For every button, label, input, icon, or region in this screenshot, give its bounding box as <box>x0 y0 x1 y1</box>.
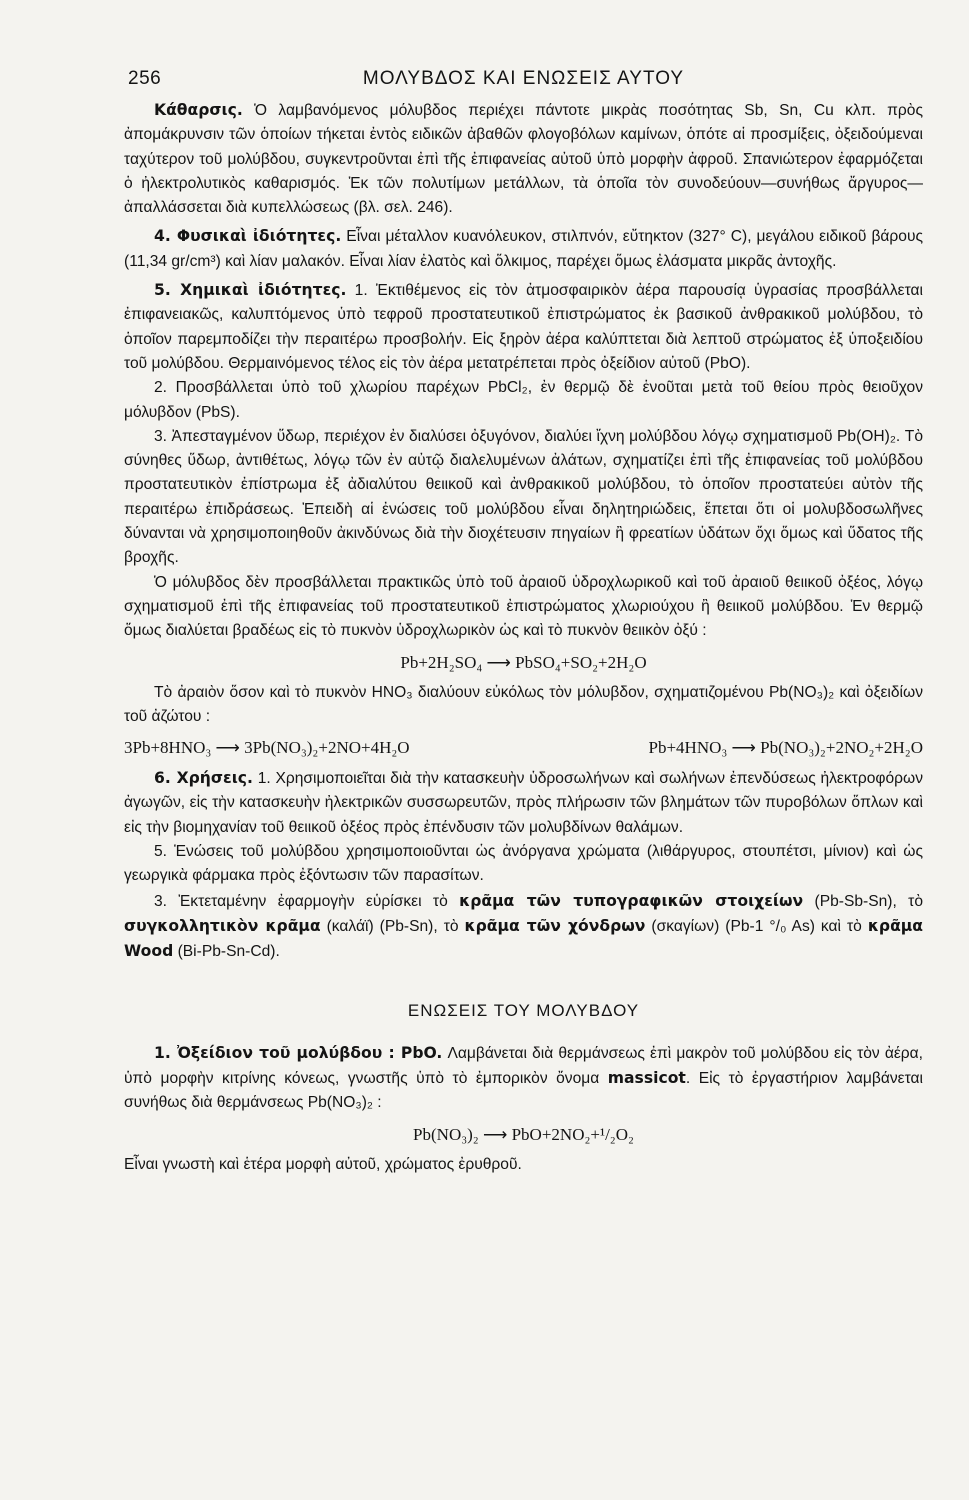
alloy-solder: συγκολλητικὸν κρᾶμα <box>124 916 321 935</box>
running-title: ΜΟΛΥΒΔΟΣ ΚΑΙ ΕΝΩΣΕΙΣ ΑΥΤΟΥ <box>362 68 685 89</box>
uses-3-text-c: (καλάϊ) (Pb-Sn), τὸ <box>320 917 465 935</box>
heading-chemical-properties: 5. Χημικαὶ ἰδιότητες. <box>154 281 347 300</box>
heading-uses: 6. Χρήσεις. <box>154 769 253 788</box>
paragraph-nitric-acid: Τὸ ἀραιὸν ὅσον καὶ τὸ πυκνὸν HNO₃ διαλύουν εὐκόλως τὸν μόλυβδον, σχηματιζομένου Pb(NO₃)₂ καὶ ὀξειδίων τοῦ ἀζώτου : <box>124 683 923 725</box>
uses-3-text-e: (Bi-Pb-Sn-Cd). <box>173 943 280 961</box>
uses-3-text-d: (σκαγίων) (Pb-1 °/₀ As) καὶ τὸ <box>645 917 868 935</box>
paragraph-chemical-properties-1 <box>124 278 923 376</box>
paragraph-chemical-properties-2: 2. Προσβάλλεται ὑπὸ τοῦ χλωρίου παρέχων PbCl₂, ἐν θερμῷ δὲ ἑνοῦται μετὰ τοῦ θείου πρὸς θειοῦχον μόλυβδον (PbS). <box>124 379 923 421</box>
massicot-term: massicot <box>607 1069 686 1088</box>
page-number: 256 <box>128 68 162 89</box>
heading-lead-oxide: 1. Ὀξείδιον τοῦ μολύβδου : PbO. <box>154 1043 443 1062</box>
lead-oxide-text-a: Λαμβάνεται διὰ θερμάνσεως ἐπὶ μακρὸν τοῦ μολύβδου εἰς τὸν ἀέρα, ὑπὸ μορφὴν κιτρίνης κόνεως, γνωστῆς ὑπὸ τὸ ἐμπορικὸν ὄνομα <box>124 1044 924 1088</box>
alloy-wood: κρᾶμα Wood <box>124 916 923 961</box>
equation-nitric-dilute: 3Pb+8HNO₃ ⟶ 3Pb(NO₃)₂+2NO+4H₂O <box>124 738 410 758</box>
alloy-type-metal: κρᾶμα τῶν τυπογραφικῶν στοιχείων <box>459 891 804 910</box>
paragraph-uses-2: 5. Ἑνώσεις τοῦ μολύβδου χρησιμοποιοῦνται ὡς ἀνόργανα χρώματα (λιθάργυρος, στουπέτσι, μίνιον) καὶ ὡς γεωργικὰ φάρμακα πρὸς ἐξόντωσιν τῶν παρασίτων. <box>124 843 923 885</box>
uses-text-1: 1. Χρησιμοποιεῖται διὰ τὴν κατασκευὴν ὑδροσωλήνων καὶ σωλήνων ἐπενδύσεως ἠλεκτροφόρων ἀγωγῶν, εἰς τὴν κατασκευὴν ἠλεκτρικῶν συσσωρευτῶν, πρὸς πλήρωσιν τῶν βλημάτων τῶν πυροβόλων ὅπλων καὶ εἰς τὴν βιομηχανίαν τοῦ θειικοῦ ὀξέος πρὸς ἐπένδυσιν τῶν μολυβδίνων θαλάμων. <box>124 770 924 836</box>
heading-purification: Κάθαρσις. <box>154 101 243 119</box>
equation-nitric-concentrated: Pb+4HNO₃ ⟶ Pb(NO₃)₂+2NO₂+2H₂O <box>648 738 923 758</box>
physical-properties-text: Εἶναι μέταλλον κυανόλευκον, στιλπνόν, εὔτηκτον (327° C), μεγάλου ειδικοῦ βάρους (11,34 gr/cm³) καὶ λίαν μαλακόν. Εἶναι λίαν ἐλατὸς καὶ ὅλκιμος, παρέχει ὅμως ἐλάσματα μικρᾶς ἀντοχῆς. <box>124 228 924 270</box>
paragraph-red-form: Εἶναι γνωστὴ καὶ ἑτέρα μορφὴ αὐτοῦ, χρώματος ἐρυθροῦ. <box>124 1155 522 1173</box>
equation-lead-nitrate-decomposition: Pb(NO₃)₂ ⟶ PbO+2NO₂+¹/₂O₂ <box>413 1124 634 1144</box>
section-title-compounds: ΕΝΩΣΕΙΣ ΤΟΥ ΜΟΛΥΒΔΟΥ <box>407 1000 640 1020</box>
paragraph-uses-1 <box>124 766 923 840</box>
alloy-shot: κρᾶμα τῶν χόνδρων <box>464 916 646 935</box>
paragraph-chemical-properties-3: 3. Ἀπεσταγμένον ὕδωρ, περιέχον ἐν διαλύσει ὀξυγόνον, διαλύει ἴχνη μολύβδου λόγῳ σχηματισμοῦ Pb(OH)₂. Τὸ σύνηθες ὕδωρ, ἀντιθέτως, λόγῳ τῶν ἐν αὐτῷ διαλελυμένων ἀλάτων, σχηματίζει ἐπὶ τῆς ἐπιφανείας τοῦ μολύβδου προστατευτικὸν ἐπίστρωμα ἐξ ἀδιαλύτου θειικοῦ καὶ ἀνθρακικοῦ μολύβδου, τὸ ὁποῖον προστατεύει αὐτὸν τῆς περαιτέρω ἐπιδράσεως. Ἐπειδὴ αἱ ἐνώσεις τοῦ μολύβδου εἶναι δηλητηριώδεις, ἕπεται ὅτι οἱ μολυβδοσωλῆνες δύνανται νὰ χρησιμοποιηθοῦν ἀκινδύνως διὰ τὴν διοχέτευσιν πηγαίων ἢ φρεατίων ὑδάτων ὄχι ὅμως καὶ ὕδατος τῆς βροχῆς. <box>124 427 923 567</box>
heading-physical-properties: 4. Φυσικαὶ ἰδιότητες. <box>154 227 342 246</box>
uses-3-text-a: 3. Ἐκτεταμένην ἐφαρμογὴν εὑρίσκει τὸ <box>154 892 460 910</box>
uses-3-text-b: (Pb-Sb-Sn), τὸ <box>803 892 924 910</box>
paragraph-chemical-properties-4: Ὁ μόλυβδος δὲν προσβάλλεται πρακτικῶς ὑπὸ τοῦ ἀραιοῦ ὑδροχλωρικοῦ καὶ τοῦ ἀραιοῦ θειικοῦ ὀξέος, λόγῳ σχηματισμοῦ ἐπὶ τῆς ἐπιφανείας τοῦ προστατευτικοῦ ἐπιστρώματος χλωριούχου ἢ θειικοῦ μολύβδου. Ἐν θερμῷ ὅμως διαλύεται βραδέως εἰς τὸ πυκνὸν ὑδροχλωρικὸν ὡς καὶ τὸ πυκνὸν θειικὸν ὀξύ : <box>124 573 923 640</box>
paragraph-physical-properties <box>124 224 923 274</box>
paragraph-lead-oxide <box>124 1041 923 1116</box>
chemical-text-1: 1. Ἐκτιθέμενος εἰς τὸν ἀτμοσφαιρικὸν ἀέρα παρουσίᾳ ὑγρασίας προσβάλλεται ἐπιφανειακῶς, καλυπτόμενος ὑπὸ τεφροῦ προστατευτικοῦ ἐπιστρώματος ἐκ βασικοῦ ἀνθρακικοῦ μολύβδου, τὸ ὁποῖον παρεμποδίζει τὴν περαιτέρω προσβολήν. Εἰς ξηρὸν ἀέρα καλύπτεται διὰ λεπτοῦ στρώματος ἐξ ὑποξειδίου τοῦ μολύβδου. Θερμαινόμενος τέλος εἰς τὸν ἀέρα μετατρέπεται πρὸς ὀξείδιον αὐτοῦ (PbO). <box>124 282 923 372</box>
body-text <box>124 98 923 1177</box>
lead-oxide-text-b: . Εἰς τὸ ἐργαστήριον λαμβάνεται συνήθως διὰ θερμάνσεως Pb(NO₃)₂ : <box>124 1070 924 1112</box>
equation-sulfuric: Pb+2H₂SO₄ ⟶ PbSO₄+SO₂+2H₂O <box>400 652 647 672</box>
paragraph-uses-3 <box>124 889 923 965</box>
equations-nitric <box>124 733 923 763</box>
paragraph-purification <box>124 98 923 220</box>
running-header <box>124 64 923 98</box>
purification-text: Ὁ λαμβανόμενος μόλυβδος περιέχει πάντοτε μικρὰς ποσότητας Sb, Sn, Cu κλπ. πρὸς ἀπομάκρυνσιν τῶν ὁποίων τήκεται ἐντὸς ειδικῶν ἀβαθῶν φλογοβόλων καμίνων, ὁπότε αἱ προσμίξεις, ὀξειδούμεναι ταχύτερον τοῦ μολύβδου, συγκεντροῦνται ἐπὶ τῆς ἐπιφανείας αὐτοῦ ὑπὸ μορφὴν ἀφροῦ. Σπανιώτερον ἐφαρμόζεται ὁ ἠλεκτρολυτικὸς καθαρισμός. Ἐκ τῶν πολυτίμων μετάλλων, τὰ ὁποῖα τὸν συνοδεύουν—συνήθως ἄργυρος—ἀπαλλάσσεται διὰ κυπελλώσεως (βλ. σελ. 246). <box>124 102 923 217</box>
